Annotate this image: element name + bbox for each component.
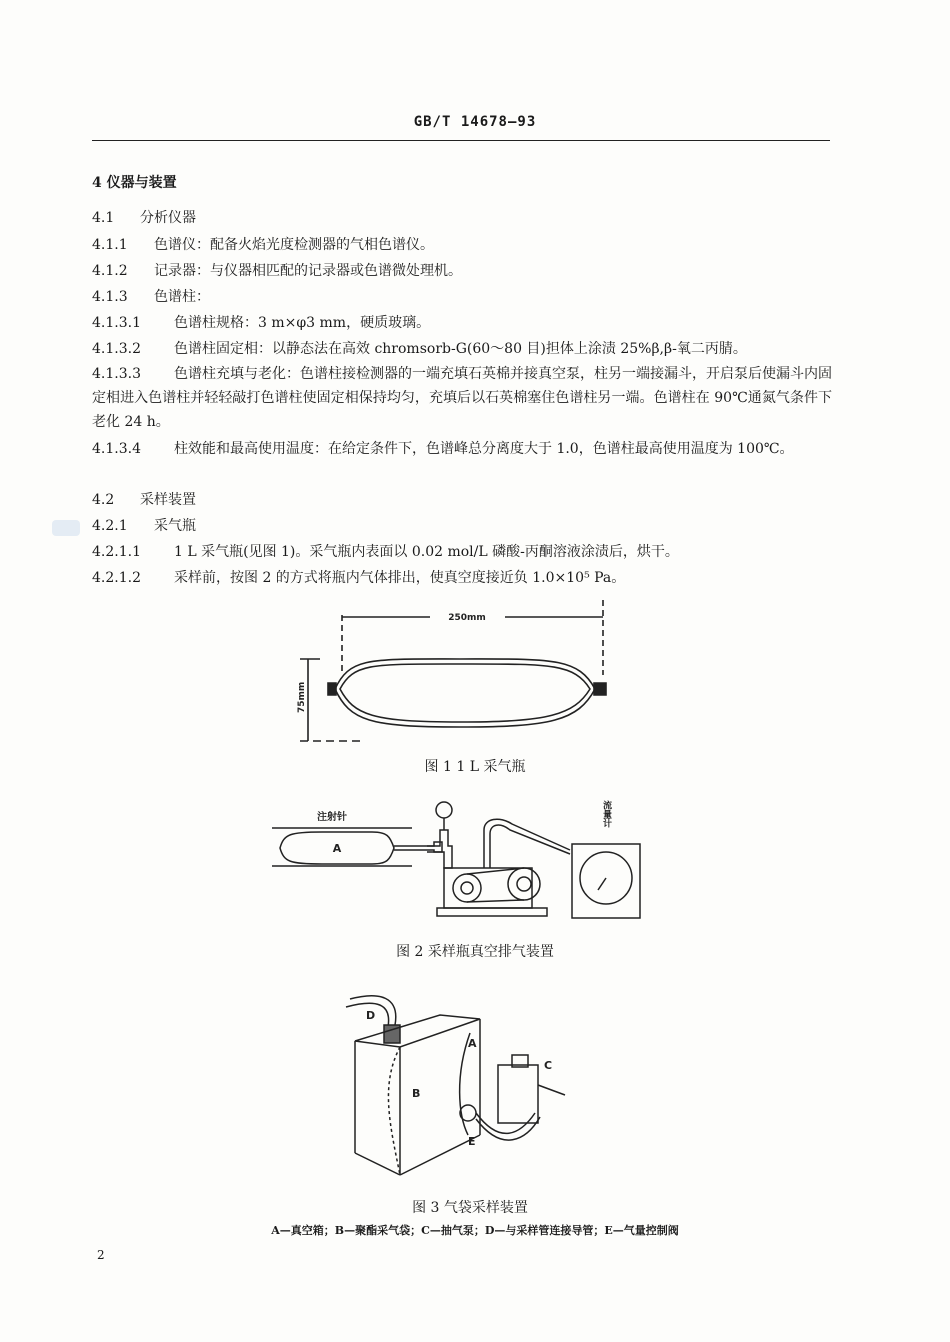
fig1-width-label: 250mm <box>448 613 486 623</box>
fig2-bottle-label: A <box>332 842 342 855</box>
clause-4-2-1-2 <box>92 568 625 588</box>
fig3-label-b: B <box>412 1087 421 1100</box>
clause-4-2-1 <box>92 516 196 536</box>
clause-text: 色谱柱规格：3 m×φ3 mm，硬质玻璃。 <box>174 315 431 331</box>
fig3-label-d: D <box>366 1009 376 1022</box>
clause-4-1-1 <box>92 235 434 255</box>
clause-text: 采样装置 <box>140 492 196 508</box>
clause-text: 1 L 采气瓶(见图 1)。采气瓶内表面以 0.02 mol/L 磷酸-丙酮溶液涂渍后，烘干。 <box>174 544 679 560</box>
clause-text: 色谱柱： <box>154 289 210 305</box>
clause-number: 4.1.3.3 <box>92 366 141 382</box>
section-title: 4 仪器与装置 <box>92 175 177 191</box>
clause-4-2-1-1 <box>92 542 679 562</box>
clause-4-1-3-1 <box>92 313 430 333</box>
clause-text: 色谱柱充填与老化：色谱柱接检测器的一端充填石英棉并接真空泵，柱另一端接漏斗，开启泵后使漏斗内固定相进入色谱柱并轻轻敲打色谱柱使固定相保持均匀，充填后以石英棉塞住色谱柱另一端。色谱柱在 90℃通氮气条件下老化 24 h。 <box>92 366 832 430</box>
page-number: 2 <box>97 1248 105 1262</box>
fig3-label-a: A <box>468 1037 477 1050</box>
clause-text: 色谱仪：配备火焰光度检测器的气相色谱仪。 <box>154 237 434 253</box>
figure-2-caption: 图 2 采样瓶真空排气装置 <box>396 944 554 960</box>
figure-1-bottle-diagram <box>290 595 630 755</box>
clause-text: 分析仪器 <box>140 210 196 226</box>
sac-watermark <box>52 520 80 536</box>
clause-4-1 <box>92 208 196 228</box>
clause-4-1-3 <box>92 287 210 307</box>
figure-3-legend: A—真空箱；B—聚酯采气袋；C—抽气泵；D—与采样管连接导管；E—气量控制阀 <box>271 1224 679 1237</box>
clause-text: 采样前，按图 2 的方式将瓶内气体排出，使真空度接近负 1.0×10⁵ Pa。 <box>174 570 626 586</box>
clause-text: 柱效能和最高使用温度：在给定条件下，色谱峰总分离度大于 1.0，色谱柱最高使用温度为 100℃。 <box>174 441 794 457</box>
fig3-label-e: E <box>468 1135 476 1148</box>
clause-4-1-3-3 <box>92 362 832 434</box>
fig2-flowmeter-label: 流量计 <box>601 800 611 828</box>
standard-code-header: GB/T 14678—93 <box>413 114 537 130</box>
clause-4-1-3-4 <box>92 437 832 461</box>
clause-number: 4.2.1 <box>92 518 128 534</box>
figure-3-caption: 图 3 气袋采样装置 <box>412 1200 528 1216</box>
fig3-label-c: C <box>544 1059 553 1072</box>
header-rule <box>92 140 830 141</box>
clause-number: 4.1.3.1 <box>92 315 141 331</box>
clause-number: 4.1.3.2 <box>92 341 141 357</box>
fig1-height-label: 75mm <box>297 681 307 713</box>
clause-text: 记录器：与仪器相匹配的记录器或色谱微处理机。 <box>154 263 462 279</box>
clause-number: 4.2.1.1 <box>92 544 141 560</box>
figure-2-vacuum-setup-diagram <box>262 790 652 925</box>
clause-number: 4.1.3.4 <box>92 441 141 457</box>
clause-4-1-3-2 <box>92 339 747 359</box>
clause-4-1-2 <box>92 261 462 281</box>
clause-number: 4.1 <box>92 210 115 226</box>
clause-number: 4.1.2 <box>92 263 128 279</box>
clause-number: 4.2 <box>92 492 115 508</box>
figure-3-bag-sampling-diagram <box>340 985 590 1190</box>
clause-text: 采气瓶 <box>154 518 196 534</box>
clause-text: 色谱柱固定相：以静态法在高效 chromsorb-G(60～80 目)担体上涂渍 25%β,β-氧二丙腈。 <box>174 341 747 357</box>
clause-number: 4.2.1.2 <box>92 570 141 586</box>
clause-number: 4.1.1 <box>92 237 128 253</box>
fig2-needle-label: 注射针 <box>317 812 347 823</box>
clause-number: 4.1.3 <box>92 289 128 305</box>
clause-4-2 <box>92 490 196 510</box>
figure-1-caption: 图 1 1 L 采气瓶 <box>424 759 526 775</box>
